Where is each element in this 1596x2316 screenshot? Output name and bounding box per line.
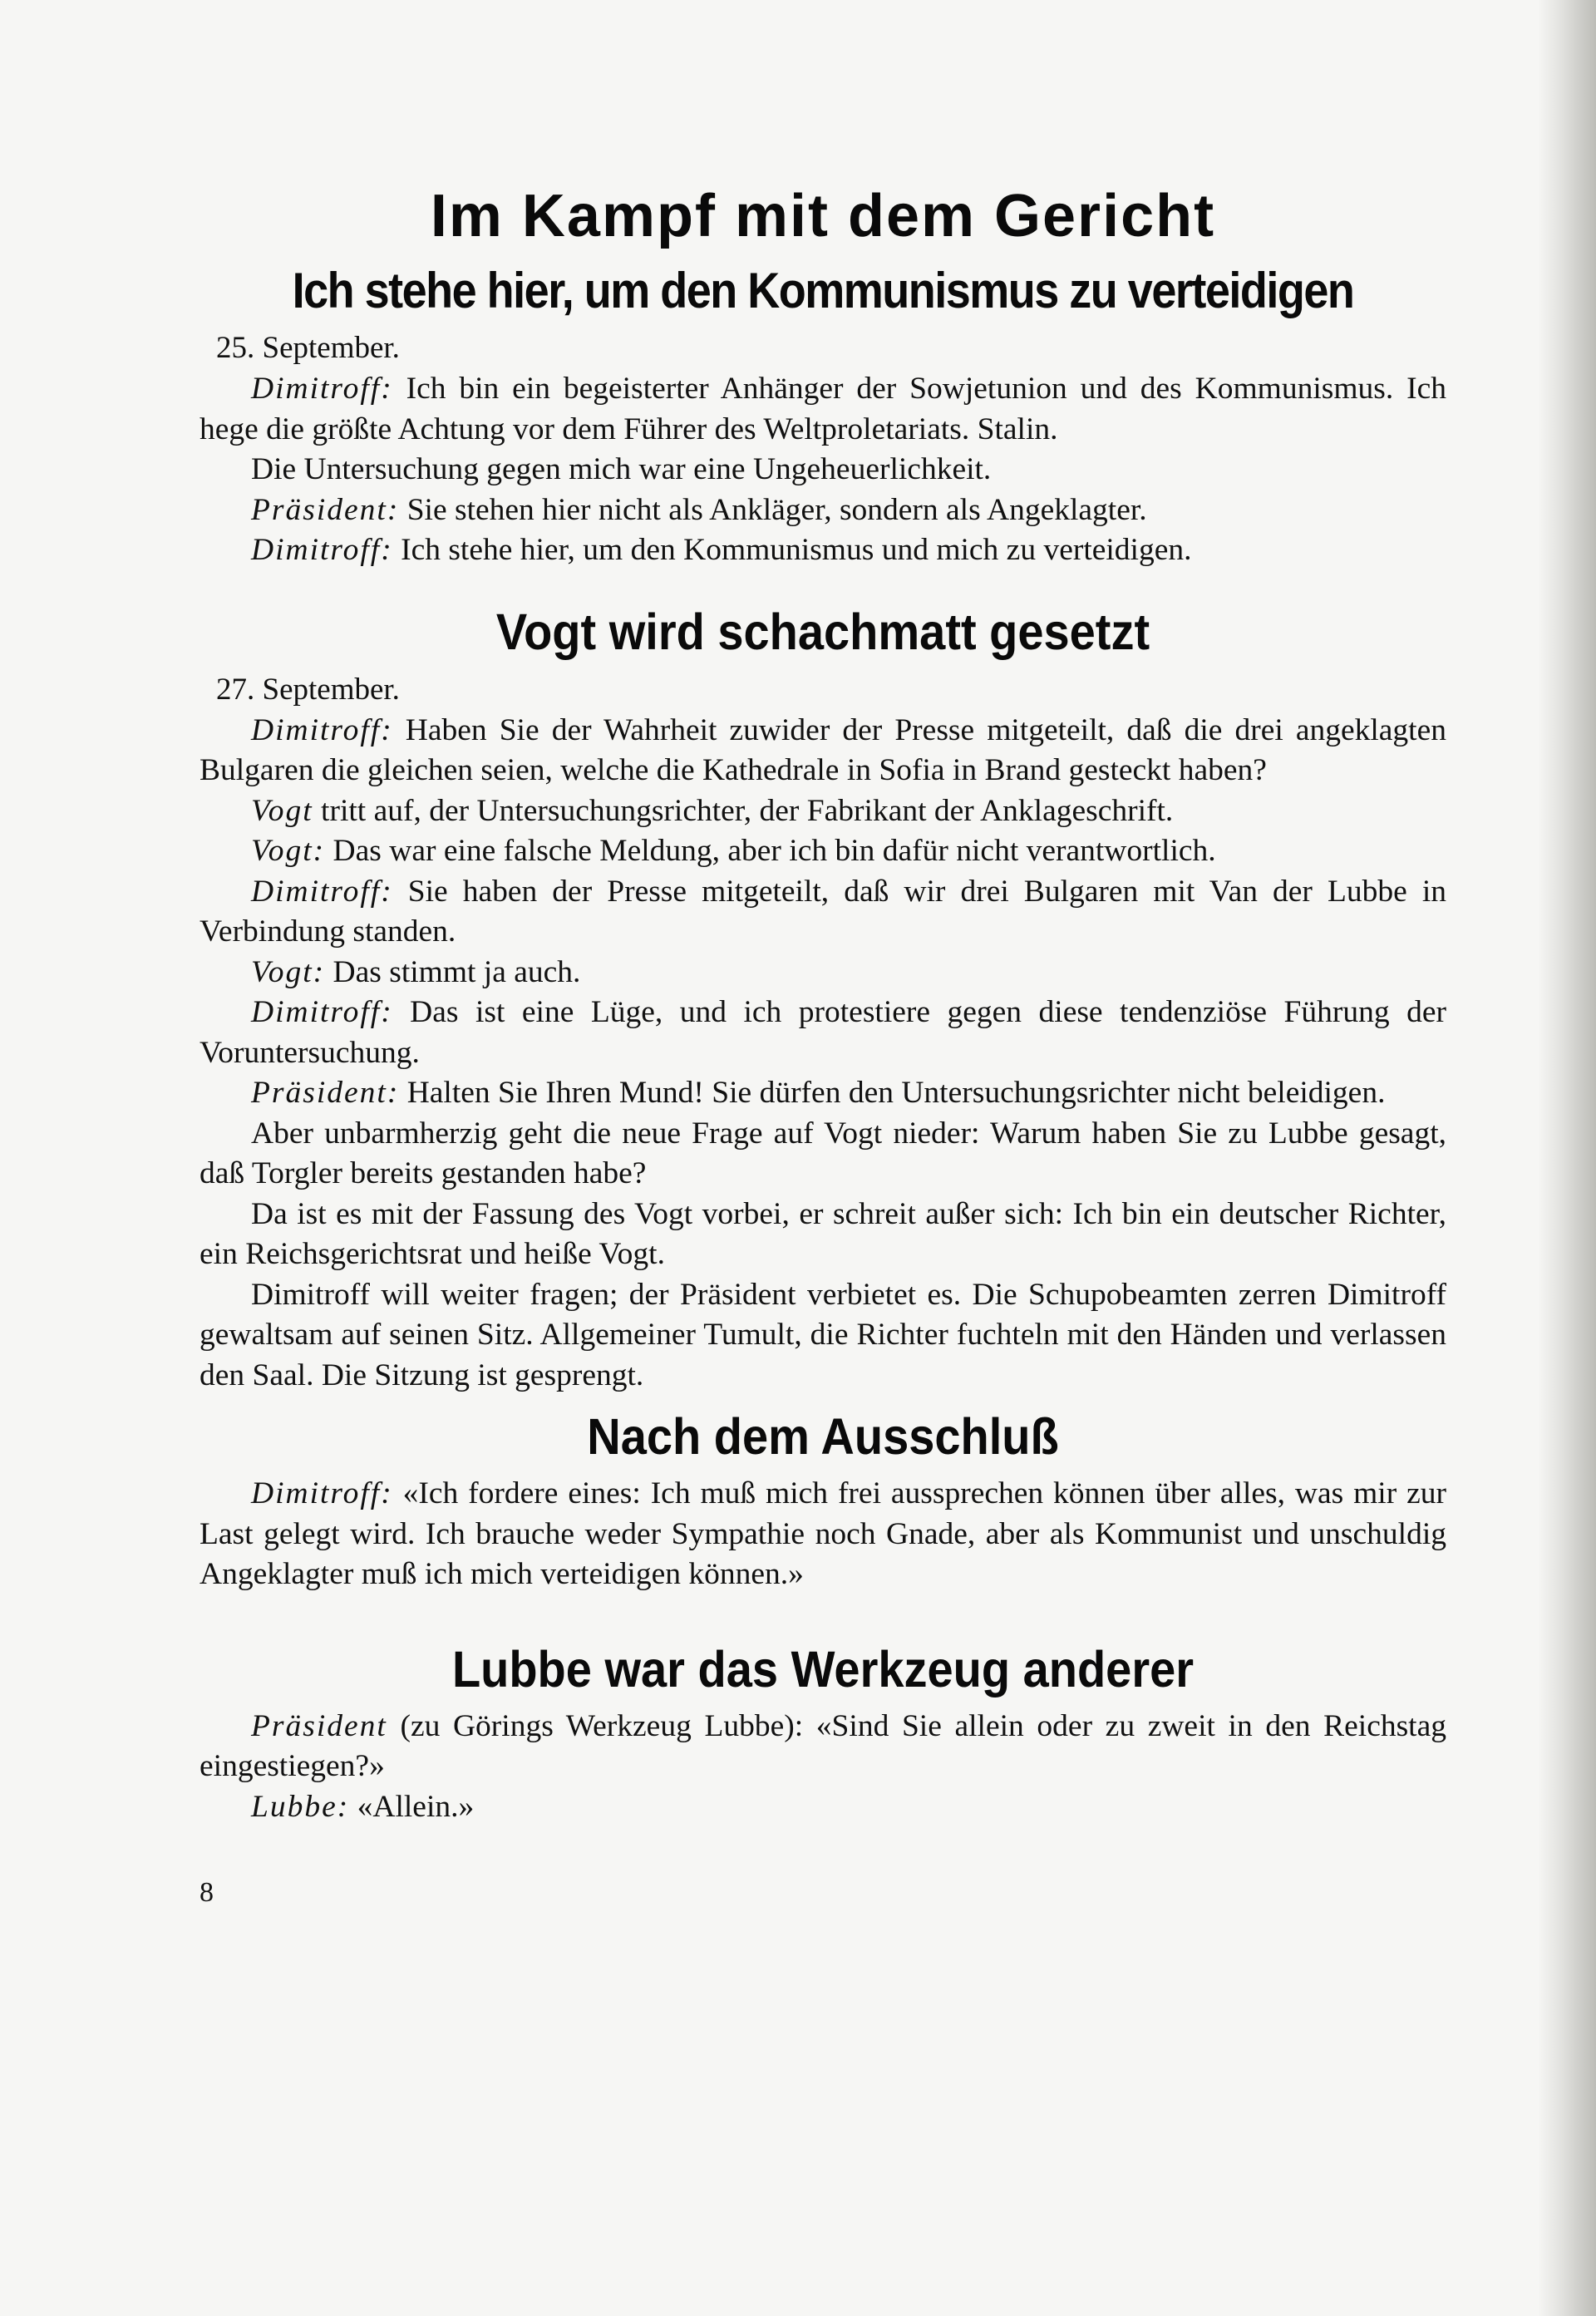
paragraph-text: Sie stehen hier nicht als Ankläger, sondern als Angeklagter. [399,492,1147,527]
paragraph-text: Dimitroff will weiter fragen; der Präsident verbietet es. Die Schupobeamten zerren Dimitroff gewaltsam auf seinen Sitz. Allgemeiner Tumult, die Richter fuchteln mit den Händen und verlassen den Saal. Die Sitzung ist gesprengt. [200,1277,1446,1392]
document-page [200,175,1446,1909]
paragraph [200,993,1446,1073]
section-date: 25. September. [216,331,400,365]
paragraph [200,1474,1446,1595]
paragraph-text: Haben Sie der Wahrheit zuwider der Presse mitgeteilt, daß die drei angeklagten Bulgaren die gleichen seien, welche die Kathedrale in Sofia in Brand gesteckt haben? [200,712,1446,787]
page-number: 8 [200,1877,214,1908]
paragraph [200,711,1446,791]
speaker: Präsident [251,1708,387,1743]
paragraph-text: Das ist eine Lüge, und ich protestiere gegen diese tendenziöse Führung der Voruntersuchung. [200,995,1446,1070]
speaker: Präsident: [251,492,400,527]
paragraph [200,490,1446,531]
speaker: Dimitroff: [251,1476,393,1510]
paragraph [200,1114,1446,1195]
speaker: Dimitroff: [251,372,393,406]
paragraph [200,530,1446,571]
section-heading-1: Ich stehe hier, um den Kommunismus zu verteidigen [292,263,1354,319]
section-4 [200,1707,1446,1828]
paragraph-text: tritt auf, der Untersuchungsrichter, der Fabrikant der Anklageschrift. [313,793,1174,828]
paragraph-text: Die Untersuchung gegen mich war eine Ungeheuerlichkeit. [251,452,992,486]
section-date: 27. September. [216,672,400,707]
paragraph [200,1787,1446,1828]
speaker: Lubbe: [251,1789,350,1824]
paragraph-text: Sie haben der Presse mitgeteilt, daß wir drei Bulgaren mit Van der Lubbe in Verbindung standen. [200,874,1446,949]
speaker: Dimitroff: [251,533,393,567]
speaker: Dimitroff: [251,995,393,1029]
paragraph [200,791,1446,832]
page-title: Im Kampf mit dem Gericht [430,183,1216,249]
paragraph [200,1275,1446,1397]
section-heading-4: Lubbe war das Werkzeug anderer [451,1639,1195,1698]
speaker: Vogt [251,793,313,828]
paragraph-text: Das war eine falsche Meldung, aber ich bin dafür nicht verantwortlich. [325,834,1216,868]
section-heading-3: Nach dem Ausschluß [587,1407,1059,1466]
page-edge-shadow [1538,0,1596,2316]
section-heading-2: Vogt wird schachmatt gesetzt [495,602,1150,660]
paragraph [200,831,1446,872]
section-1 [200,328,1446,571]
speaker: Vogt: [251,834,326,868]
paragraph-text: Aber unbarmherzig geht die neue Frage auf Vogt nieder: Warum haben Sie zu Lubbe gesagt, daß Torgler bereits gestanden habe? [200,1116,1446,1190]
paragraph-text: «Ich fordere eines: Ich muß mich frei aussprechen können über alles, was mir zur Last gelegt wird. Ich brauche weder Sympathie noch Gnade, aber als Kommunist und unschuldig Angeklagter muß ich mich verteidigen können.» [200,1476,1446,1591]
paragraph [200,369,1446,450]
paragraph [200,1073,1446,1114]
speaker: Dimitroff: [251,712,393,747]
paragraph [200,953,1446,993]
paragraph [200,450,1446,490]
paragraph-text: Ich bin ein begeisterter Anhänger der Sowjetunion und des Kommunismus. Ich hege die größte Achtung vor dem Führer des Weltproletariats. Stalin. [200,372,1446,446]
paragraph-text: Da ist es mit der Fassung des Vogt vorbei, er schreit außer sich: Ich bin ein deutscher Richter, ein Reichsgerichtsrat und heiße Vogt. [200,1196,1446,1271]
paragraph-text: (zu Görings Werkzeug Lubbe): «Sind Sie allein oder zu zweit in den Reichstag eingestiegen?» [200,1708,1446,1783]
paragraph-text: «Allein.» [349,1789,475,1824]
paragraph [200,1707,1446,1787]
speaker: Dimitroff: [251,874,393,909]
speaker: Vogt: [251,954,326,989]
paragraph-text: Das stimmt ja auch. [325,954,581,989]
paragraph-text: Ich stehe hier, um den Kommunismus und mich zu verteidigen. [392,533,1192,567]
paragraph [200,872,1446,953]
paragraph-text: Halten Sie Ihren Mund! Sie dürfen den Untersuchungsrichter nicht beleidigen. [399,1076,1386,1110]
section-3 [200,1474,1446,1595]
section-2 [200,669,1446,1397]
speaker: Präsident: [251,1076,400,1110]
paragraph [200,1195,1446,1275]
